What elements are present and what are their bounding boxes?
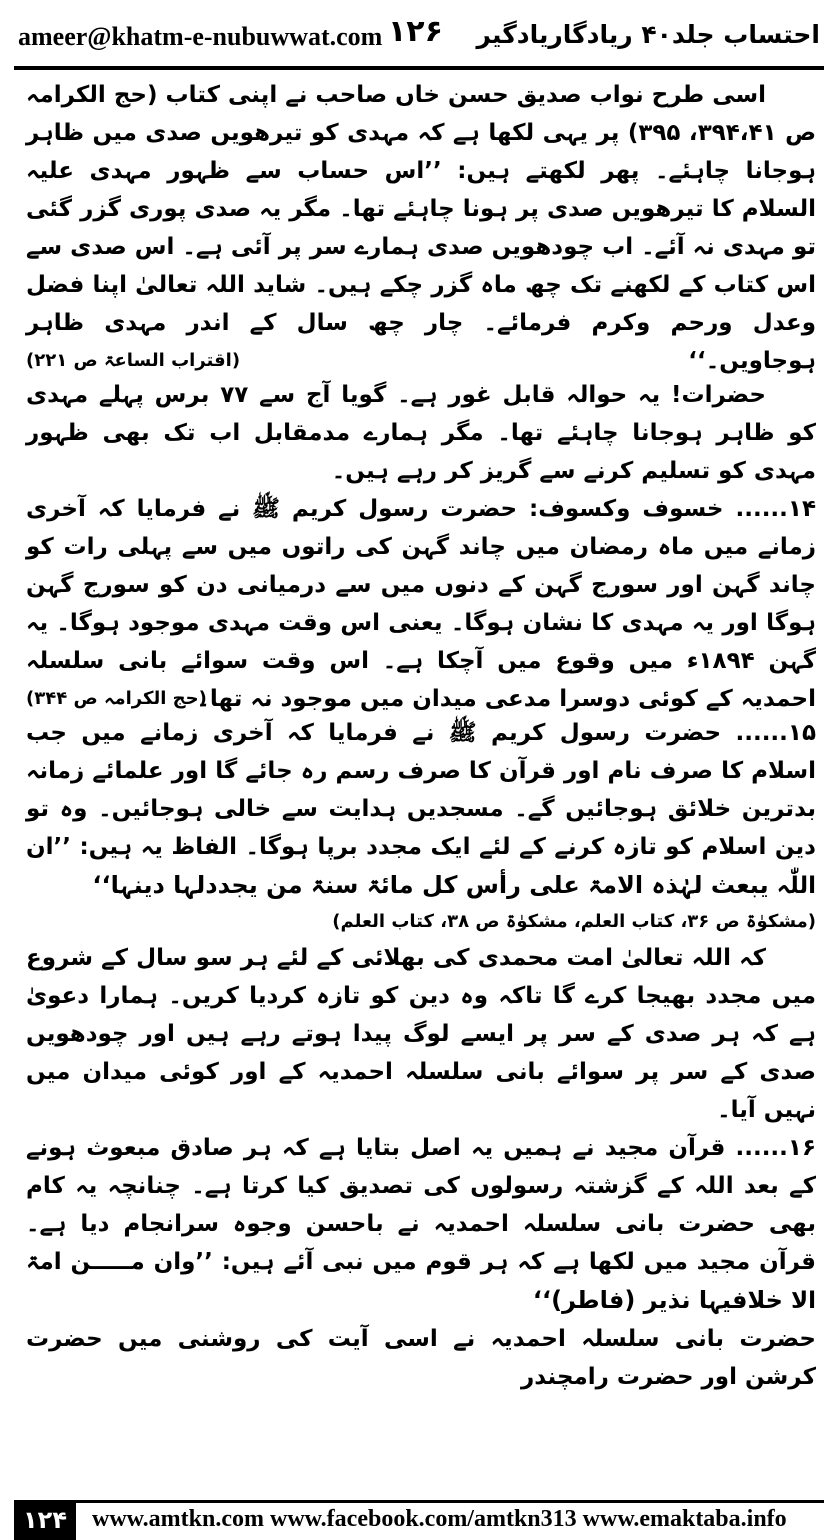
paragraph-2-text: حضرات! یہ حوالہ قابل غور ہے۔ گویا آج سے ۷۷ برس پہلے مہدی کو ظاہر ہوجانا چاہئے تھا۔ مگر ہمارے مدمقابل اب تک بھی ظہور مہدی کو تسلیم کرنے سے گریز کر رہے ہیں۔: [26, 382, 816, 484]
paragraph-1: [26, 76, 816, 380]
footer-rule: [14, 1500, 824, 1503]
header-email: ameer@khatm-e-nubuwwat.com: [18, 22, 383, 51]
paragraph-7: [26, 1320, 816, 1396]
paragraph-7-text: حضرت بانی سلسلہ احمدیہ نے اسی آیت کی روشنی میں حضرت کرشن اور حضرت رامچندر: [26, 1326, 816, 1390]
paragraph-4: [26, 714, 816, 905]
footer-page-number: ۱۲۴: [14, 1500, 76, 1540]
item-number-15: ۱۵......: [735, 720, 816, 746]
body-text: [26, 76, 816, 1396]
verse-arabic: خلافیہا نذیر (فاطر)‘‘: [532, 1286, 783, 1314]
paragraph-6: [26, 1129, 816, 1320]
item-number-14: ۱۴......: [735, 496, 816, 522]
header-rule: [14, 66, 824, 70]
paragraph-3-reference: (حج الکرامہ ص ۳۴۴): [26, 688, 207, 709]
header-page-number: ۱۲۶: [388, 14, 443, 49]
paragraph-4-reference: [26, 905, 816, 939]
paragraph-6-text: قرآن مجید نے ہمیں یہ اصل بتایا ہے کہ ہر صادق مبعوث ہونے کے بعد اللہ کے گزشتہ رسولوں کی تصدیق کیا کرتا ہے۔ چنانچہ یہ کام بھی حضرت بانی سلسلہ احمدیہ نے باحسن وجوہ سرانجام دیا ہے۔ قرآن مجید میں لکھا ہے کہ ہر قوم میں نبی آئے ہیں: ’’وان مـــــن امۃ الا: [26, 1135, 816, 1314]
paragraph-4-text: حضرت رسول کریم ﷺ نے فرمایا کہ آخری زمانے میں جب اسلام کا صرف نام اور قرآن کا صرف رسم رہ جائے گا اور علمائے زمانہ بدترین خلائق ہوجائیں گے۔ مسجدیں ہدایت سے خالی ہوجائیں۔ وہ تو دین اسلام کو تازہ کرنے کے لئے ایک مجدد برپا ہوگا۔ الفاظ یہ ہیں: ’’ان اللّٰہ: [26, 720, 816, 899]
header-title: احتساب جلد۴۰ ریادگاریادگیر: [476, 20, 820, 49]
paragraph-4-reference-text: (مشکوٰۃ ص ۳۶، کتاب العلم، مشکوٰۃ ص ۳۸، کتاب العلم): [332, 911, 816, 932]
paragraph-2: [26, 376, 816, 490]
footer-links: www.amtkn.com www.facebook.com/amtkn313 www.emaktaba.info: [92, 1506, 787, 1532]
paragraph-1-text: اسی طرح نواب صدیق حسن خاں صاحب نے اپنی کتاب (حج الکرامہ ص ۳۹۴،۴۱، ۳۹۵) پر یہی لکھا ہے کہ مہدی کو تیرھویں صدی میں ظاہر ہوجانا چاہئے۔ پھر لکھتے ہیں: ’’اس حساب سے ظہور مہدی علیہ السلام کا تیرھویں صدی پر ہونا چاہئے تھا۔ مگر یہ صدی پوری گزر گئی تو مہدی نہ آئے۔ اب چودھویں صدی ہمارے سر پر آئی ہے۔ اس صدی سے اس کتاب کے لکھنے تک چھ ماہ گزر چکے ہیں۔ شاید اللہ تعالیٰ اپنا فضل وعدل ورحم وکرم فرمائے۔ چار چھ سال کے اندر مہدی ظاہر ہوجاویں۔‘‘: [26, 82, 817, 374]
paragraph-5: [26, 939, 816, 1129]
paragraph-5-text: کہ اللہ تعالیٰ امت محمدی کی بھلائی کے لئے ہر سو سال کے شروع میں مجدد بھیجا کرے گا تاکہ وہ دین کو تازہ کردیا کریں۔ ہمارا دعویٰ ہے کہ ہر صدی کے سر پر ایسے لوگ پیدا ہوتے رہے ہیں اور چودھویں صدی کے سر پر سوائے بانی سلسلہ احمدیہ کے اور کوئی میدان میں نہیں آیا۔: [26, 945, 816, 1123]
hadith-arabic: یبعث لہٰذہ الامۃ علی رأس کل مائۃ سنۃ من یجددلہا دینہا‘‘: [92, 871, 769, 899]
page-header: [16, 8, 822, 66]
paragraph-3-text: خسوف وکسوف: حضرت رسول کریم ﷺ نے فرمایا کہ آخری زمانے میں ماہ رمضان میں چاند گہن کی راتوں میں سے پہلی رات کو چاند گہن اور سورج گہن کے دنوں میں سے درمیانی دن کو سورج گہن ہوگا اور یہ مہدی کا نشان ہوگا۔ یعنی اس وقت مہدی موجود ہوگا۔ یہ گہن ۱۸۹۴ء میں وقوع میں آچکا ہے۔ اس وقت سوائے بانی سلسلہ احمدیہ کے کوئی دوسرا مدعی میدان میں موجود نہ تھا۔: [26, 496, 816, 712]
item-number-16: ۱۶......: [735, 1135, 816, 1161]
paragraph-1-reference: (اقتراب الساعۃ ص ۲۲۱): [26, 350, 241, 371]
